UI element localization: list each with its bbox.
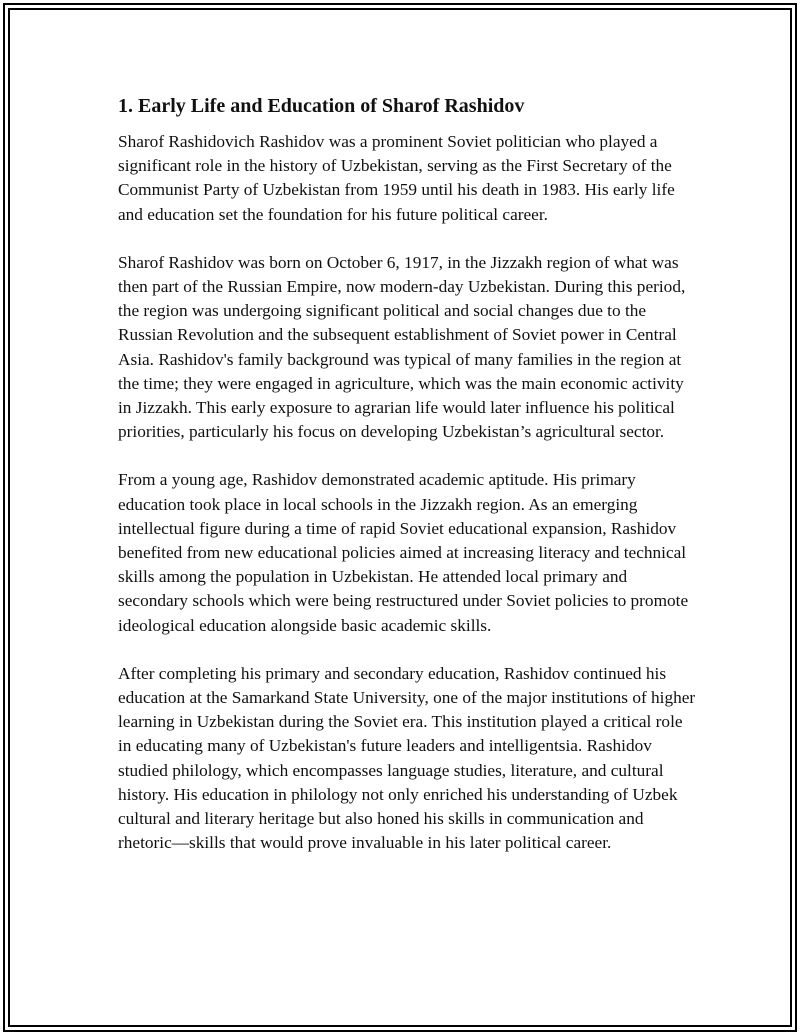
paragraph-university: After completing his primary and secondary education, Rashidov continued his education at the Samarkand State University, one of the major institutions of higher learning in Uzbekistan during the Soviet era. This institution played a critical role in educating many of Uzbekistan's future leaders and intelligentsia. Rashidov studied philology, which encompasses language studies, literature, and cultural history. His education in philology not only enriched his understanding of Uzbek cultural and literary heritage but also honed his skills in communication and rhetoric—skills that would prove invaluable in his later political career. bbox=[118, 663, 696, 853]
paragraph-intro: Sharof Rashidovich Rashidov was a prominent Soviet politician who played a significant role in the history of Uzbekistan, serving as the First Secretary of the Communist Party of Uzbekistan from 1959 until his death in 1983. His early life and education set the foundation for his future political career. bbox=[118, 132, 675, 224]
paragraph-primary-education: From a young age, Rashidov demonstrated academic aptitude. His primary education took place in local schools in the Jizzakh region. As an emerging intellectual figure during a time of rapid Soviet educational expansion, Rashidov benefited from new educational policies aimed at increasing literacy and technical skills among the population in Uzbekistan. He attended local primary and secondary schools which were being restructured under Soviet policies to promote ideological education alongside basic academic skills. bbox=[118, 470, 689, 635]
document-body bbox=[118, 92, 698, 879]
paragraph-birth: Sharof Rashidov was born on October 6, 1917, in the Jizzakh region of what was then part of the Russian Empire, now modern-day Uzbekistan. During this period, the region was undergoing significant political and social changes due to the Russian Revolution and the subsequent establishment of Soviet power in Central Asia. Rashidov's family background was typical of many families in the region at the time; they were engaged in agriculture, which was the main economic activity in Jizzakh. This early exposure to agrarian life would later influence his political priorities, particularly his focus on developing Uzbekistan’s agricultural sector. bbox=[118, 252, 686, 442]
section-heading: 1. Early Life and Education of Sharof Rashidov bbox=[118, 95, 525, 117]
